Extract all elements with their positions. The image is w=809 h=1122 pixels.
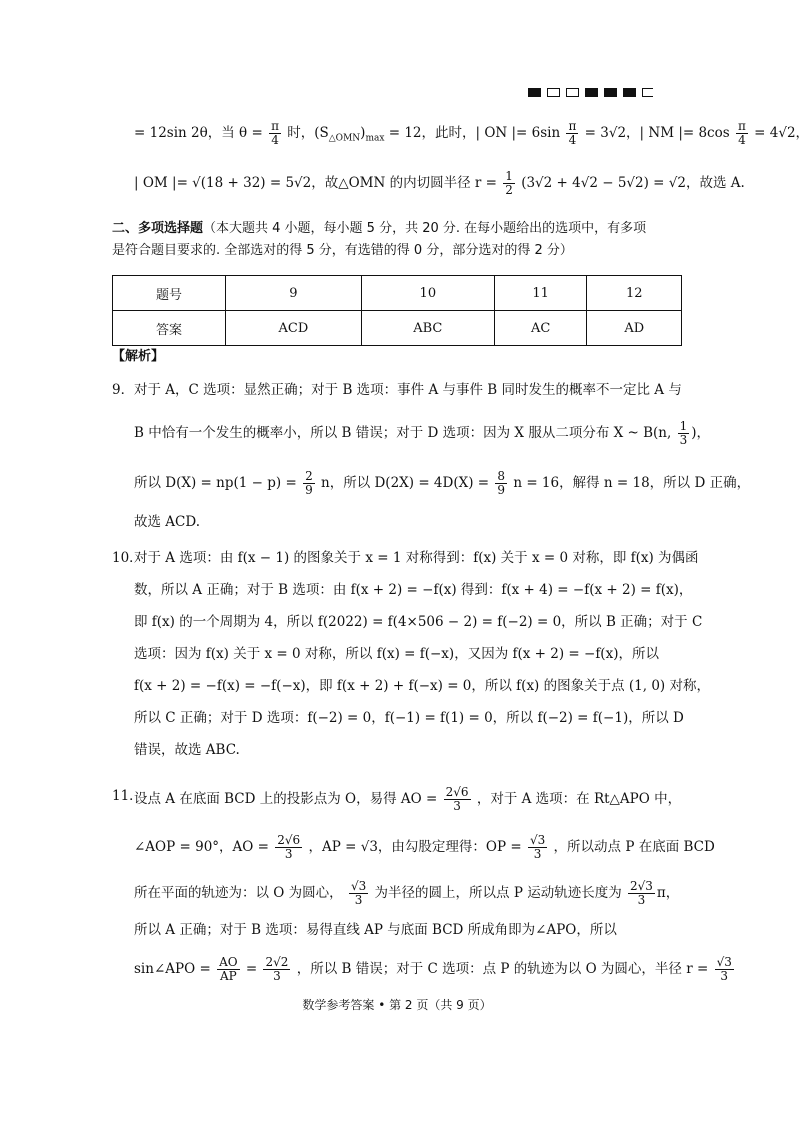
table-cell: 9 <box>226 276 362 311</box>
table-cell: ABC <box>361 311 494 346</box>
analysis-label: 【解析】 <box>112 349 165 364</box>
q10-line-4: 选项：因为 f(x) 关于 x = 0 对称，所以 f(x) = f(−x)，又因为 f(x + 2) = −f(x)，所以 <box>134 646 659 662</box>
fraction-pi-4: $\frac{\pi}{4}$ <box>271 119 279 147</box>
header-block <box>566 88 579 97</box>
top-line-1: = 12sin 2θ，当 θ = $\frac{\pi}{4}$ 时，$(S_{\triangle OMN})_{max} = 12$，此时，| ON |= 6sin $\frac{\pi}{4}$ = 3√2，| NM |= 8cos $\frac{\pi}{4}$ = 4√2， <box>134 119 809 147</box>
header-block <box>585 88 598 97</box>
table-cell: 12 <box>587 276 682 311</box>
q11-line-4: 所以 A 正确；对于 B 选项：易得直线 AP 与底面 BCD 所成角即为∠APO，所以 <box>134 922 617 938</box>
section-multi-choice: 二、多项选择题（本大题共 4 小题，每小题 5 分，共 20 分. 在每小题给出的选项中，有多项 是符合题目要求的. 全部选对的得 5 分，有选错的得 0 分，部分选对的得 2 分） <box>112 221 647 258</box>
q10-line-6: 所以 C 正确；对于 D 选项：f(−2) = 0，f(−1) = f(1) = 0，所以 f(−2) = f(−1)，所以 D <box>134 710 684 726</box>
table-cell: 11 <box>494 276 587 311</box>
q9-number: 9． <box>112 382 135 398</box>
header-block <box>642 88 653 97</box>
q11-number: 11． <box>112 788 143 804</box>
q9-line-2: B 中恰有一个发生的概率小，所以 B 错误；对于 D 选项：因为 X 服从二项分布 X ~ B(n, $\frac{1}{3}$ )， <box>134 419 711 447</box>
table-cell: AD <box>587 311 682 346</box>
q11-line-3: 所在平面的轨迹为：以 O 为圆心， $\frac{√3}{3}$ 为半径的圆上，所以点 P 运动轨迹长度为 $\frac{2√3}{3}$ π， <box>134 879 680 907</box>
header-block <box>528 88 541 97</box>
table-cell: ACD <box>226 311 362 346</box>
table-cell: 10 <box>361 276 494 311</box>
header-block-marks <box>528 88 653 100</box>
section-title: 二、多项选择题 <box>112 221 204 236</box>
header-block <box>604 88 617 97</box>
table-row <box>113 276 682 311</box>
q10-number: 10． <box>112 550 143 566</box>
q10-line-5: f(x + 2) = −f(x) = −f(−x)，即 f(x + 2) + f(−x) = 0，所以 f(x) 的图象关于点 (1, 0) 对称， <box>134 678 710 694</box>
q10-line-7: 错误，故选 ABC. <box>134 742 240 758</box>
table-cell: AC <box>494 311 587 346</box>
page-footer: 数学参考答案 • 第 2 页（共 9 页） <box>302 998 492 1012</box>
q9-line-3: 所以 D(X) = np(1 − p) = $\frac{2}{9}$ n，所以 D(2X) = 4D(X) = $\frac{8}{9}$ n = 16，解得 n = 18，所以 D 正确， <box>134 469 751 497</box>
q11-line-5: sin∠APO = $\frac{AO}{AP}$ = $\frac{2√2}{3}$ ，所以 B 错误；对于 C 选项：点 P 的轨迹为以 O 为圆心，半径 r = $\frac{√3}{3}$ <box>134 955 732 983</box>
q10-line-3: 即 f(x) 的一个周期为 4，所以 f(2022) = f(4×506 − 2) = f(−2) = 0，所以 B 正确；对于 C <box>134 614 703 630</box>
header-block <box>547 88 560 97</box>
q9-line-4: 故选 ACD. <box>134 514 201 530</box>
q9-line-1: 对于 A，C 选项：显然正确；对于 B 选项：事件 A 与事件 B 同时发生的概率不一定比 A 与 <box>134 382 682 398</box>
q10-line-2: 数，所以 A 正确；对于 B 选项：由 f(x + 2) = −f(x) 得到：f(x + 4) = −f(x + 2) = f(x)， <box>134 582 693 598</box>
q11-line-2: ∠AOP = 90°，AO = $\frac{2√6}{3}$ ，AP = √3，由勾股定理得：OP = $\frac{√3}{3}$ ，所以动点 P 在底面 BCD <box>134 833 715 861</box>
header-block <box>623 88 636 97</box>
top-line-2: | OM |= √(18 + 32) = 5√2，故△OMN 的内切圆半径 r = $\frac{1}{2}$ (3√2 + 4√2 − 5√2) = √2，故选 A. <box>134 169 745 197</box>
table-cell: 答案 <box>113 311 226 346</box>
answer-table <box>112 275 682 346</box>
q10-line-1: 对于 A 选项：由 f(x − 1) 的图象关于 x = 1 对称得到：f(x) 关于 x = 0 对称，即 f(x) 为偶函 <box>134 550 699 566</box>
q11-line-1: 设点 A 在底面 BCD 上的投影点为 O，易得 AO = $\frac{2√6}{3}$ ，对于 A 选项：在 Rt△APO 中， <box>134 785 682 813</box>
table-cell: 题号 <box>113 276 226 311</box>
table-row <box>113 311 682 346</box>
